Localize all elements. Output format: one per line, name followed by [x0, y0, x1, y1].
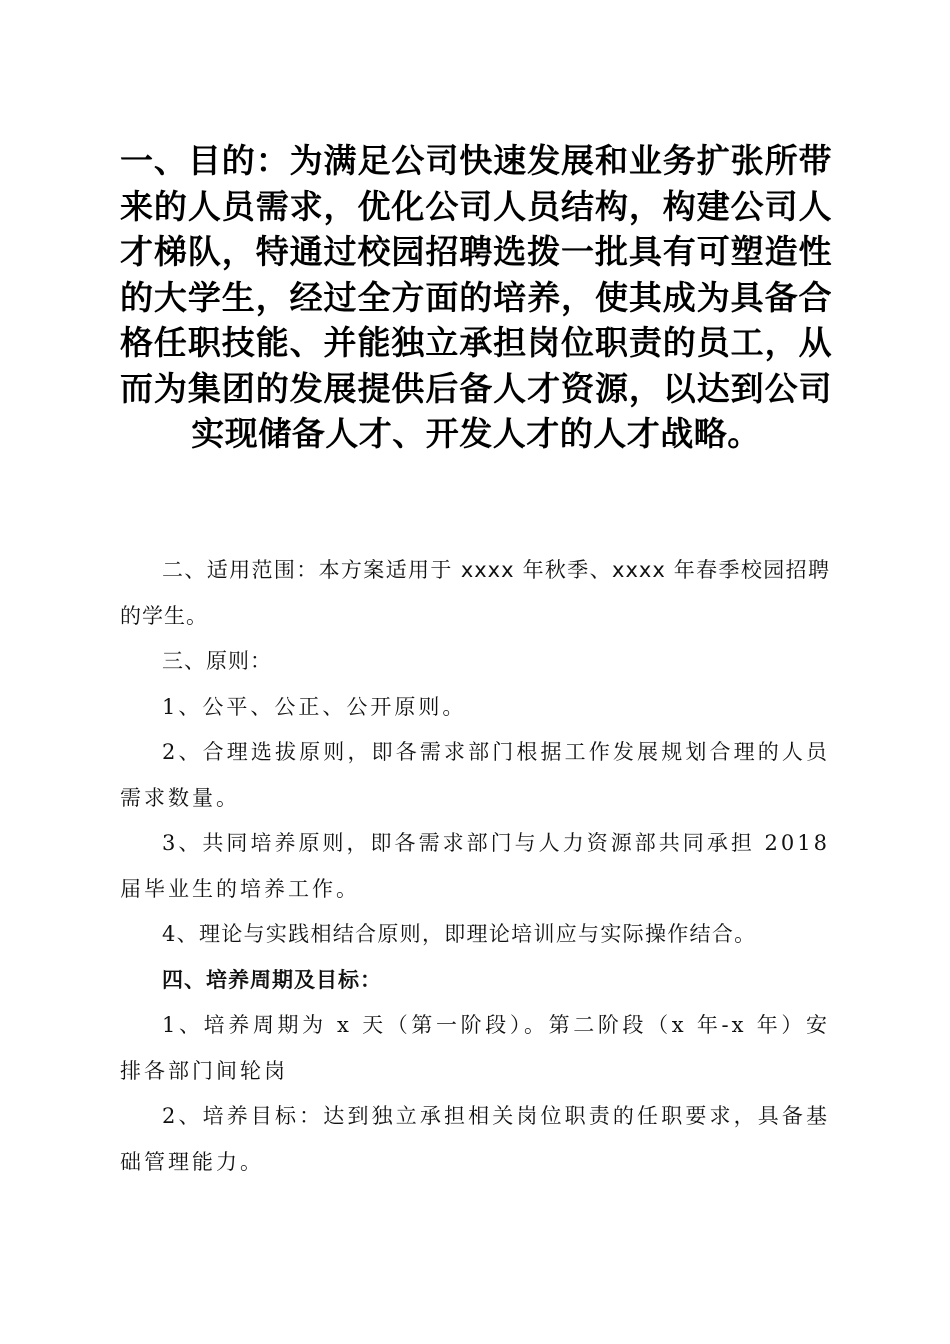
section-4-title: 四、培养周期及目标： — [162, 967, 382, 992]
section-2-scope: 二、适用范围：本方案适用于 xxxx 年秋季、xxxx 年春季校园招聘的学生。 — [120, 558, 830, 628]
principle-1: 1、公平、公正、公开原则。 — [162, 694, 467, 719]
goal-2: 2、培养目标：达到独立承担相关岗位职责的任职要求，具备基础管理能力。 — [120, 1104, 830, 1174]
document-body — [120, 548, 830, 1185]
principle-3: 3、共同培养原则，即各需求部门与人力资源部共同承担 2018 届毕业生的培养工作。 — [120, 831, 830, 901]
principle-4: 4、理论与实践相结合原则，即理论培训应与实际操作结合。 — [162, 922, 757, 946]
principle-2: 2、合理选拔原则，即各需求部门根据工作发展规划合理的人员需求数量。 — [120, 740, 830, 810]
section-1-purpose: 一、目的：为满足公司快速发展和业务扩张所带来的人员需求，优化公司人员结构，构建公司人才梯队，特通过校园招聘选拨一批具有可塑造性的大学生，经过全方面的培养，使其成为具备合格任职技能、并能独立承担岗位职责的员工，从而为集团的发展提供后备人才资源，以达到公司实现储备人才、开发人才的人才战略。 — [120, 141, 832, 453]
goal-1: 1、培养周期为 x 天（第一阶段）。第二阶段（x 年-x 年）安排各部门间轮岗 — [120, 1013, 830, 1083]
section-3-title: 三、原则： — [162, 649, 272, 673]
